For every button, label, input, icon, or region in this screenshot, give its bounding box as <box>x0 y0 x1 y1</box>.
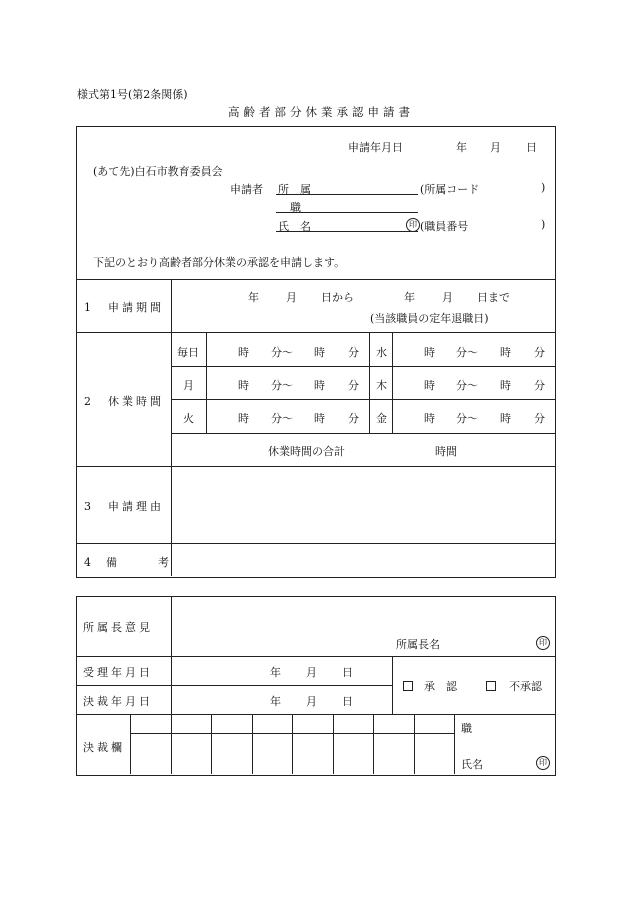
seal-icon: 印 <box>406 218 420 232</box>
disapprove-checkbox[interactable] <box>486 681 496 691</box>
remarks-label: 4 備 考 <box>84 556 171 569</box>
day-tuesday: 火 <box>183 412 194 425</box>
chief-opinion-label: 所属長意見 <box>83 621 153 634</box>
minute-end[interactable]: 分 <box>534 412 545 425</box>
application-statement: 下記のとおり高齢者部分休業の承認を申請します。 <box>93 256 346 269</box>
divider <box>206 332 207 433</box>
stamp-cell-divider <box>211 714 212 774</box>
period-start-year[interactable]: 年 <box>248 291 259 304</box>
divider <box>76 685 392 686</box>
hour-end[interactable]: 時 <box>500 412 511 425</box>
chief-name-label: 所属長名 <box>396 638 440 651</box>
divider <box>76 332 555 333</box>
application-date-day[interactable]: 日 <box>526 141 537 154</box>
stamp-cell-divider <box>414 714 415 774</box>
hour-start[interactable]: 時 <box>424 412 435 425</box>
affiliation-code-label: (所属コード <box>420 183 480 196</box>
position-label: 職 <box>290 201 301 214</box>
divider <box>171 433 555 434</box>
period-end-year[interactable]: 年 <box>404 291 415 304</box>
affiliation-label: 所 属 <box>278 183 311 196</box>
form-title: 高齢者部分休業承認申請書 <box>228 105 414 119</box>
hours-label: 2 休業時間 <box>84 395 164 408</box>
divider <box>130 714 131 774</box>
day-thursday: 木 <box>376 379 387 392</box>
name-field[interactable] <box>276 231 418 232</box>
hour-start[interactable]: 時 <box>424 379 435 392</box>
minute-start[interactable]: 分〜 <box>271 412 293 425</box>
hour-end[interactable]: 時 <box>314 379 325 392</box>
divider <box>76 279 555 280</box>
period-start-month[interactable]: 月 <box>286 291 297 304</box>
seal-icon: 印 <box>536 636 550 650</box>
hour-end[interactable]: 時 <box>500 379 511 392</box>
hour-end[interactable]: 時 <box>500 346 511 359</box>
stamp-cell-divider <box>171 714 172 774</box>
hour-end[interactable]: 時 <box>314 346 325 359</box>
divider <box>171 366 555 367</box>
name-label: 氏 名 <box>278 220 311 233</box>
decided-date-label: 決裁年月日 <box>83 695 153 708</box>
minute-start[interactable]: 分〜 <box>271 379 293 392</box>
decided-year[interactable]: 年 <box>270 695 281 708</box>
stamp-cell-divider <box>252 714 253 774</box>
total-hours-label: 休業時間の合計 <box>268 445 345 458</box>
hour-start[interactable]: 時 <box>238 379 249 392</box>
day-monday: 月 <box>183 379 194 392</box>
decided-day[interactable]: 日 <box>342 695 353 708</box>
divider <box>76 656 555 657</box>
received-year[interactable]: 年 <box>270 666 281 679</box>
received-date-label: 受理年月日 <box>83 666 153 679</box>
minute-end[interactable]: 分 <box>348 412 359 425</box>
divider <box>392 332 393 433</box>
decision-label: 決裁欄 <box>83 741 125 754</box>
minute-start[interactable]: 分〜 <box>456 346 478 359</box>
staff-number-label: (職員番号 <box>420 220 469 233</box>
decided-month[interactable]: 月 <box>306 695 317 708</box>
label-column-divider <box>171 279 172 576</box>
application-date-year[interactable]: 年 <box>456 141 467 154</box>
application-date-month[interactable]: 月 <box>490 141 501 154</box>
divider <box>392 656 393 714</box>
minute-end[interactable]: 分 <box>348 346 359 359</box>
hour-start[interactable]: 時 <box>238 346 249 359</box>
stamp-cell-divider <box>454 714 455 774</box>
received-day[interactable]: 日 <box>342 666 353 679</box>
staff-number-close: ) <box>541 218 546 231</box>
affiliation-code-close: ) <box>541 181 546 194</box>
position-field[interactable] <box>276 212 418 213</box>
affiliation-field[interactable] <box>276 194 418 195</box>
reason-label: 3 申請理由 <box>84 500 164 513</box>
day-friday: 金 <box>376 412 387 425</box>
applicant-label: 申請者 <box>230 183 263 196</box>
day-everyday: 毎日 <box>177 346 199 359</box>
period-end-month[interactable]: 月 <box>442 291 453 304</box>
day-wednesday: 水 <box>376 346 387 359</box>
addressee: (あて先)白石市教育委員会 <box>93 165 223 178</box>
stamp-cell-divider <box>333 714 334 774</box>
total-hours-unit[interactable]: 時間 <box>435 445 457 458</box>
hour-start[interactable]: 時 <box>238 412 249 425</box>
minute-end[interactable]: 分 <box>534 379 545 392</box>
form-number: 様式第1号(第2条関係) <box>77 88 188 101</box>
decision-position-label: 職 <box>461 722 472 735</box>
divider <box>171 596 172 714</box>
disapprove-label: 不承認 <box>509 680 542 693</box>
minute-end[interactable]: 分 <box>534 346 545 359</box>
period-note: (当該職員の定年退職日) <box>370 312 489 325</box>
decision-name-label: 氏名 <box>461 758 483 771</box>
hour-start[interactable]: 時 <box>424 346 435 359</box>
divider <box>76 714 555 715</box>
application-date-label: 申請年月日 <box>348 141 403 154</box>
period-start-day[interactable]: 日から <box>321 291 354 304</box>
divider <box>171 399 555 400</box>
stamp-cell-divider <box>292 714 293 774</box>
hour-end[interactable]: 時 <box>314 412 325 425</box>
divider <box>369 332 370 433</box>
received-month[interactable]: 月 <box>306 666 317 679</box>
minute-start[interactable]: 分〜 <box>271 346 293 359</box>
approve-label: 承 認 <box>424 680 457 693</box>
seal-icon: 印 <box>536 756 550 770</box>
period-label: 1 申請期間 <box>84 301 164 314</box>
approve-checkbox[interactable] <box>403 681 413 691</box>
stamp-cell-divider <box>373 714 374 774</box>
minute-end[interactable]: 分 <box>348 379 359 392</box>
minute-start[interactable]: 分〜 <box>456 379 478 392</box>
minute-start[interactable]: 分〜 <box>456 412 478 425</box>
period-end-day[interactable]: 日まで <box>477 291 510 304</box>
divider <box>76 543 555 544</box>
divider <box>76 466 555 467</box>
